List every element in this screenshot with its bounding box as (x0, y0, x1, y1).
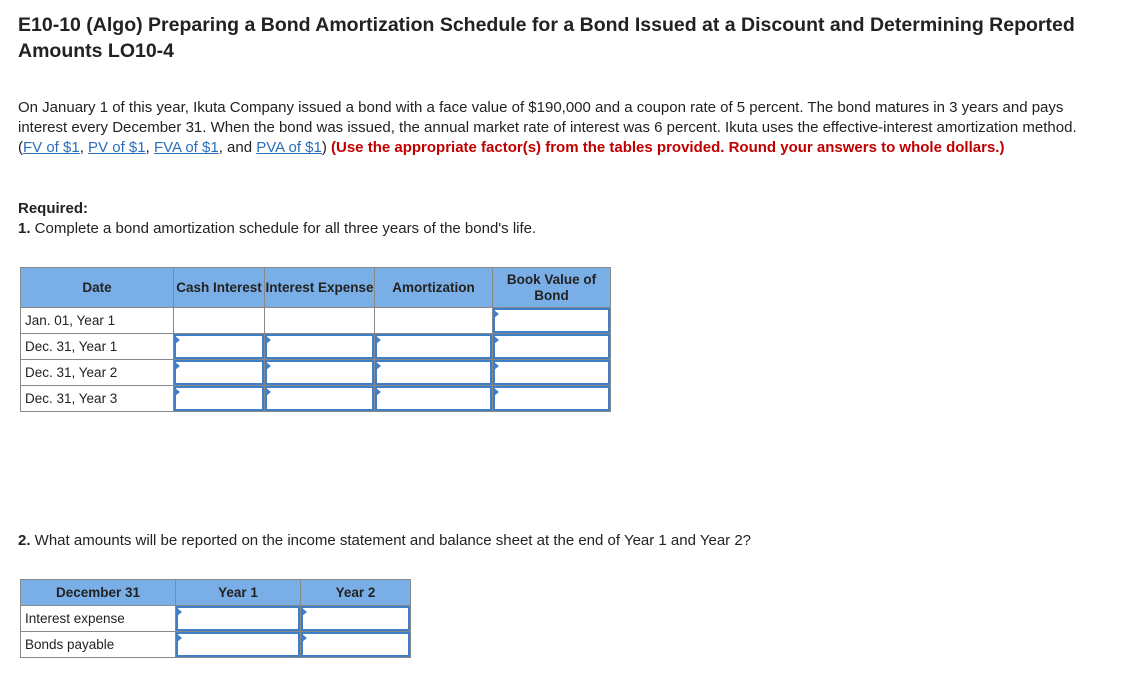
header-cash-interest: Cash Interest (174, 268, 265, 308)
fv-link[interactable]: FV of $1 (23, 139, 80, 156)
bonds-payable-year1-input[interactable] (176, 632, 300, 657)
amortization-schedule-table (20, 267, 611, 412)
question-1 (18, 219, 1098, 239)
q1-text: Complete a bond amortization schedule for all three years of the bond's life. (30, 220, 537, 237)
row-date: Dec. 31, Year 3 (21, 386, 174, 412)
empty-cell (375, 308, 493, 334)
row-date: Dec. 31, Year 1 (21, 334, 174, 360)
sep: , (79, 139, 89, 156)
input-marker-icon (177, 634, 182, 642)
empty-cell (265, 308, 375, 334)
interest-expense-input[interactable] (265, 386, 374, 411)
book-value-input[interactable] (493, 386, 610, 411)
row-label: Interest expense (21, 606, 176, 632)
input-marker-icon (266, 362, 271, 370)
page-title: E10-10 (Algo) Preparing a Bond Amortization Schedule for a Bond Issued at a Discount and Determining Reported Amounts LO10-4 (18, 14, 1075, 62)
input-marker-icon (266, 336, 271, 344)
book-value-input[interactable] (493, 360, 610, 385)
table-row (21, 386, 611, 412)
required-label: Required: (18, 200, 89, 217)
row-date: Jan. 01, Year 1 (21, 308, 174, 334)
header-date: Date (21, 268, 174, 308)
cash-interest-input[interactable] (174, 334, 264, 359)
reported-amounts-table (20, 579, 411, 658)
input-marker-icon (175, 388, 180, 396)
table-row (21, 632, 411, 658)
interest-expense-year1-input[interactable] (176, 606, 300, 631)
interest-expense-year2-input[interactable] (301, 606, 410, 631)
question-2 (18, 531, 1098, 551)
q2-text: What amounts will be reported on the income statement and balance sheet at the end of Year 1 and Year 2? (30, 532, 752, 549)
book-value-input[interactable] (493, 334, 610, 359)
pva-link[interactable]: PVA of $1 (256, 139, 322, 156)
interest-expense-input[interactable] (265, 334, 374, 359)
header-interest-expense: Interest Expense (265, 268, 375, 308)
table-row (21, 360, 611, 386)
header-december-31: December 31 (21, 580, 176, 606)
header-year-1: Year 1 (176, 580, 301, 606)
amortization-input[interactable] (375, 360, 492, 385)
sep: , and (218, 139, 257, 156)
cash-interest-input[interactable] (174, 386, 264, 411)
input-marker-icon (175, 336, 180, 344)
sep: ) (321, 139, 332, 156)
empty-cell (174, 308, 265, 334)
problem-intro (18, 98, 1098, 158)
fva-link[interactable]: FVA of $1 (153, 139, 219, 156)
bonds-payable-year2-input[interactable] (301, 632, 410, 657)
input-marker-icon (494, 336, 499, 344)
input-marker-icon (177, 608, 182, 616)
input-marker-icon (302, 608, 307, 616)
input-marker-icon (494, 388, 499, 396)
cash-interest-input[interactable] (174, 360, 264, 385)
header-amortization: Amortization (375, 268, 493, 308)
intro-text: On January 1 of this year, Ikuta Company issued a bond with a face value of $190,000 and a coupon rate of 5 percent. The bond matures in 3 years and pays interest every December 31. When the bond was issued, the annual market rate of interest was 6 percent. Ikuta uses the effective-interest amortization method. ( (18, 99, 1077, 156)
input-marker-icon (494, 310, 499, 318)
interest-expense-input[interactable] (265, 360, 374, 385)
book-value-input[interactable] (493, 308, 610, 333)
table-row (21, 308, 611, 334)
input-marker-icon (376, 336, 381, 344)
row-date: Dec. 31, Year 2 (21, 360, 174, 386)
header-book-value: Book Value of Bond (493, 268, 611, 308)
input-marker-icon (175, 362, 180, 370)
input-marker-icon (376, 388, 381, 396)
sep: , (145, 139, 154, 156)
input-marker-icon (494, 362, 499, 370)
amortization-input[interactable] (375, 386, 492, 411)
input-marker-icon (302, 634, 307, 642)
input-marker-icon (376, 362, 381, 370)
input-marker-icon (266, 388, 271, 396)
amortization-input[interactable] (375, 334, 492, 359)
q1-number: 1. (18, 220, 31, 237)
table-row (21, 606, 411, 632)
instruction: (Use the appropriate factor(s) from the tables provided. Round your answers to whole dollars.) (331, 139, 1005, 156)
row-label: Bonds payable (21, 632, 176, 658)
header-year-2: Year 2 (301, 580, 411, 606)
table-row (21, 334, 611, 360)
q2-number: 2. (18, 532, 31, 549)
pv-link[interactable]: PV of $1 (88, 139, 146, 156)
